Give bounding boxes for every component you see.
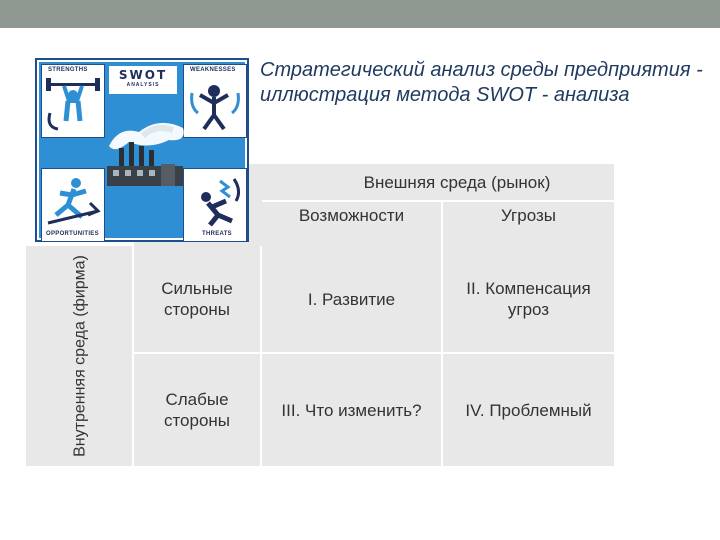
row-header-strengths: Сильные стороны xyxy=(161,279,233,319)
running-person-icon xyxy=(42,171,104,231)
external-environment-header: Внешняя среда (рынок) xyxy=(363,172,551,192)
swot-logo-subtitle: ANALYSIS xyxy=(126,82,160,88)
opportunities-caption: OPPORTUNITIES xyxy=(46,231,99,237)
weaknesses-caption: WEAKNESSES xyxy=(190,67,236,73)
swot-illustration xyxy=(35,58,249,242)
internal-environment-label: Внутренняя среда (фирма) xyxy=(71,255,89,457)
strengths-quadrant xyxy=(41,64,105,138)
tired-person-icon xyxy=(184,73,246,135)
column-header-threats: Угрозы xyxy=(501,205,556,225)
cell-problematic: IV. Проблемный xyxy=(465,400,592,420)
slide-title: Стратегический анализ среды предприятия - иллюстрация метода SWOT - анализа xyxy=(260,59,703,106)
threats-caption: THREATS xyxy=(202,231,232,237)
opportunities-quadrant xyxy=(41,168,105,242)
column-header-opportunities: Возможности xyxy=(298,205,405,225)
strengths-caption: STRENGTHS xyxy=(48,67,88,73)
factory-illustration xyxy=(99,100,189,192)
cell-development: I. Развитие xyxy=(307,289,396,309)
row-header-weaknesses: Слабые стороны xyxy=(163,390,231,430)
weaknesses-quadrant xyxy=(183,64,247,138)
internal-environment-header xyxy=(26,246,134,466)
weightlifter-icon xyxy=(42,73,104,135)
cell-what-to-change: III. Что изменить? xyxy=(281,400,422,420)
top-bar xyxy=(0,0,720,28)
cell-threat-compensation: II. Компенсация угроз xyxy=(466,279,591,319)
swot-logo-title: SWOT xyxy=(118,68,168,82)
falling-person-icon xyxy=(184,171,246,231)
threats-quadrant xyxy=(183,168,247,242)
swot-logo xyxy=(109,66,177,94)
